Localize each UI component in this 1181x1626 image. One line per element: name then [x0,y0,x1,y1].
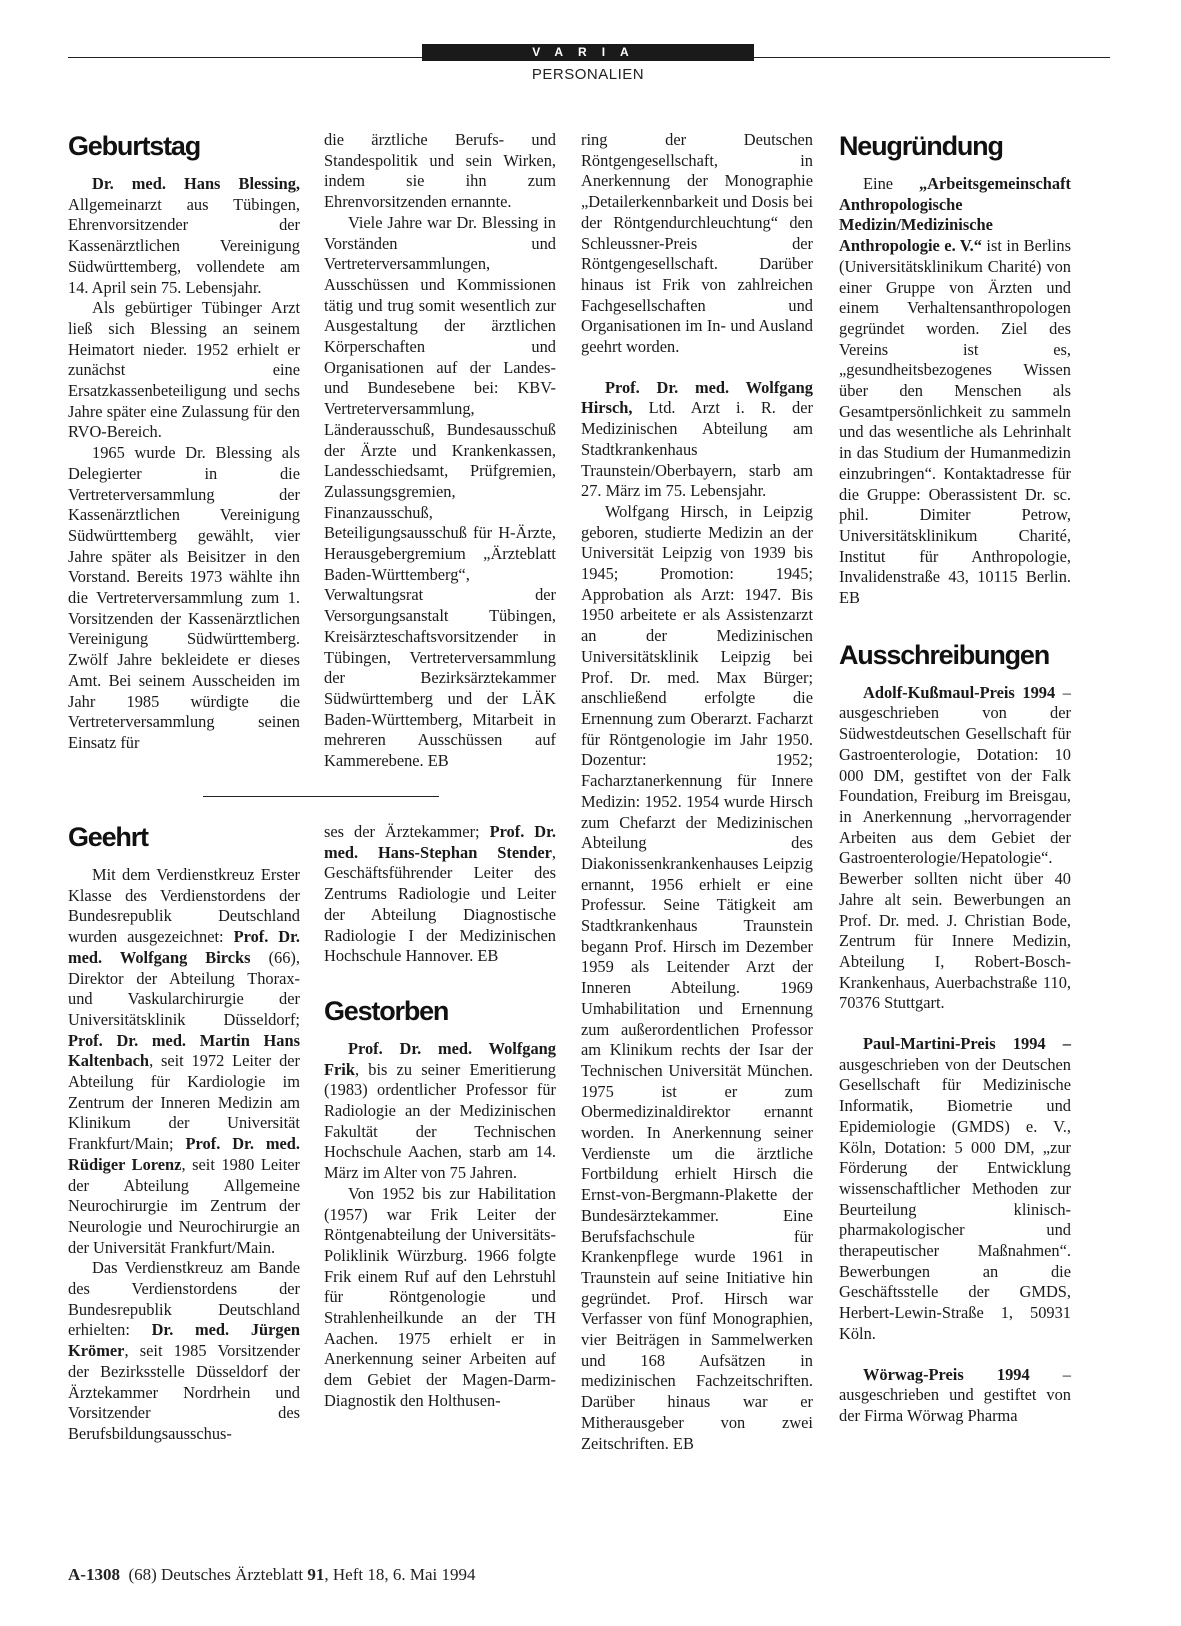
award-name: Adolf-Kußmaul-Preis 1994 [863,682,1056,702]
paragraph: die ärztliche Berufs- und Standespolitik und sein Wirken, indem sie ihn zum Ehrenvorsitzenden ernannte. [324,130,556,212]
paragraph: 1965 wurde Dr. Blessing als Delegierter in die Vertreterversammlung der Kassenärztlichen Vereinigung Südwürttemberg gewählt, vier Jahre später als Beisitzer in den Vorstand. Bereits 1973 wählte ihn die Vertreterversammlung zum 1. Vorsitzenden der Kassenärztlichen Vereinigung Südwürttemberg. Zwölf Jahre bekleidete er dieses Amt. Bei seinem Ausscheiden im Jahr 1985 würdigte die Vertreterversammlung seinen Einsatz für [68,443,300,752]
text-run: Das Verdienstkreuz am Bande des Verdienstordens der Bundesrepublik Deutschland erhielten: [68,1258,300,1340]
text-run: , bis zu seiner Emeritierung (1983) ordentlicher Professor für Radiologie an der Medizinischen Fakultät der Technischen Hochschule Aachen, starb am 14. März im Alter von 75 Jahren. [324,1059,556,1183]
text-run: ausgeschrieben von der Deutschen Gesellschaft für Medizinische Informatik, Biometrie und Epidemiologie (GMDS) e. V., Köln, Dotation: 5 000 DM, „zur Förderung der Entwicklung wissenschaftlicher Methoden zur Beurteilung klinisch-pharmakologischer und therapeutischer Maßnahmen“. Bewerbungen an die Geschäftsstelle der GMDS, Herbert-Lewin-Straße 1, 50931 Köln. [839,1054,1071,1343]
journal-date: , Heft 18, 6. Mai 1994 [324,1565,476,1584]
paragraph: ring der Deutschen Röntgengesellschaft, in Anerkennung der Monographie „Detailerkennbarkeit und Dosis bei der Röntgendurchleuchtung“ den Schleussner-Preis der Röntgengesellschaft. Darüber hinaus ist Frik von zahlreichen Fachgesellschaften und Organisationen im In- und Ausland geehrt worden. [581,130,813,357]
paragraph [68,865,300,1258]
journal-volume: 91 [307,1565,325,1584]
paragraph: Von 1952 bis zur Habilitation (1957) war Frik Leiter der Röntgenabteilung der Universitäts-Poliklinik Würzburg. 1966 folgte Frik einem Ruf auf den Lehrstuhl für Röntgenologie und Strahlenheilkunde an der TH Aachen. 1975 erhielt er in Anerkennung seiner Arbeiten auf dem Gebiet der Magen-Darm-Diagnostik den Holthusen- [324,1183,556,1410]
heading-ausschreibungen: Ausschreibungen [839,639,1050,670]
subsection-label: PERSONALIEN [531,66,645,83]
column-4 [839,130,1071,1427]
person-name: Dr. med. Hans Blessing, [92,174,300,193]
award-name: Paul-Martini-Preis 1994 – [863,1034,1071,1054]
column-3 [581,130,813,1454]
section-separator [203,796,439,797]
person-name: Prof. Dr. med. Rüdiger Lorenz [68,1134,300,1174]
column-2-bottom [324,822,556,1412]
person-name: Prof. Dr. med. Wolfgang Hirsch, [581,377,813,418]
text-run: , seit 1980 Leiter der Abteilung Allgemeine Neurochirurgie im Zentrum der Neurologie und Neurochirurgie an der Universität Frankfurt/Main. [68,1154,300,1257]
person-name: Dr. med. Jürgen Krömer [68,1320,300,1361]
paragraph [839,174,1071,609]
organisation-name: „Arbeitsgemeinschaft Anthropologische Medizin/Medizinische Anthropologie e. V.“ [839,174,1071,256]
text-run: , Geschäftsführender Leiter des Zentrums Radiologie und Leiter der Abteilung Diagnostische Radiologie I der Medizinischen Hochschule Hannover. EB [324,842,556,966]
text-run: Mit dem Verdienstkreuz Erster Klasse des Verdienstordens der Bundesrepublik Deutschland wurden ausgezeichnet: [68,865,300,947]
column-2-top [324,130,556,772]
text-run: Eine [863,174,919,193]
text-run: , seit 1985 Vorsitzender der Bezirksstelle Düsseldorf der Ärztekammer Nordrhein und Vorsitzender des Berufsbildungsausschus- [68,1341,300,1443]
text-run: , seit 1972 Leiter der Abteilung für Kardiologie im Zentrum der Inneren Medizin am Klinikum der Universität Frankfurt/Main; [68,1051,300,1154]
paragraph [324,1039,556,1184]
person-name: Prof. Dr. med. Wolfgang Bircks [68,927,300,967]
text-run: Ltd. Arzt i. R. der Medizinischen Abteilung am Stadtkrankenhaus Traunstein/Oberbayern, starb am 27. März im 75. Lebensjahr. [581,398,813,501]
paragraph: Wolfgang Hirsch, in Leipzig geboren, studierte Medizin an der Universität Leipzig von 1939 bis 1945; Promotion: 1945; Approbation als Arzt: 1947. Bis 1950 arbeitete er als Assistenzarzt an der Medizinischen Universitätsklinik Leipzig bei Prof. Dr. med. Max Bürger; anschließend erfolgte die Ernennung zum Oberarzt. Facharzt für Röntgenologie im Jahr 1950. Dozentur: 1952; Facharztanerkennung für Innere Medizin: 1952. 1954 wurde Hirsch zum Chefarzt der Medizinischen Abteilung des Diakonissenkrankenhauses Leipzig ernannt, 1956 erhielt er eine Professur. Seine Tätigkeit am Stadtkrankenhaus Traunstein begann Prof. Hirsch im Dezember 1959 als Leitender Arzt der Inneren Abteilung. 1969 Umhabilitation und Ernennung zum außerordentlichen Professor am Klinikum rechts der Isar der Technischen Universität München. 1975 ist er zum Obermedizinaldirektor ernannt worden. In Anerkennung seiner Verdienste um die ärztliche Fortbildung erhielt Hirsch die Ernst-von-Bergmann-Plakette der Bundesärztekammer. Eine Berufsfachschule für Krankenpflege wurde 1961 in Traunstein auf seine Initiative hin gegründet. Prof. Hirsch war Verfasser von fünf Monographien, vier Beiträgen in Sammelwerken und 168 Aufsätzen in medizinischen Fachzeitschriften. Darüber hinaus war er Mitherausgeber von zwei Zeitschriften. EB [581,501,813,1453]
page-footer [68,1565,475,1585]
person-name: Prof. Dr. med. Hans-Stephan Stender [324,822,556,862]
text-run: ses der Ärztekammer; [324,822,490,841]
paragraph: Viele Jahre war Dr. Blessing in Vorständen und Vertreterversammlungen, Ausschüssen und Kommissionen tätig und trug somit wesentlich zur Ausgestaltung der ärztlichen Körperschaften und Organisationen auf der Landes- und Bundesebene bei: KBV-Vertreterversammlung, Länderausschuß, Bundesausschuß der Ärzte und Krankenkassen, Landesschiedsamt, Prüfgremien, Zulassungsgremien, Finanzausschuß, Beteiligungsausschuß für H-Ärzte, Herausgebergremium „Ärzteblatt Baden-Württemberg“, Verwaltungsrat der Versorgungsanstalt Tübingen, Kreisärzteschaftsvorsitzender in Tübingen, Vertreterversammlung der Bezirksärztekammer Südwürttemberg und der LÄK Baden-Württemberg, Mitarbeit in mehreren Ausschüssen auf Kammerebene. EB [324,212,556,771]
paragraph [839,1365,1071,1427]
section-label: VARIA [422,44,754,61]
paragraph [324,822,556,967]
page-number: A-1308 [68,1565,120,1584]
paragraph [581,378,813,502]
heading-geburtstag: Geburtstag [68,131,201,161]
column-1-bottom [68,821,300,1445]
heading-geehrt: Geehrt [68,822,148,852]
text-run: – ausgeschrieben von der Südwestdeutschen Gesellschaft für Gastroenterologie, Dotation: 10 000 DM, gestiftet von der Falk Foundation, Freiburg im Breisgau, in Anerkennung „hervorragender Arbeiten aus dem Gebiet der Gastroenterologie/Hepatologie“. Bewerber sollten nicht über 40 Jahre alt sein. Bewerbungen an Prof. Dr. med. J. Christian Bode, Zentrum für Innere Medizin, Abteilung I, Robert-Bosch-Krankenhaus, Auerbachstraße 110, 70376 Stuttgart. [839,682,1072,1013]
paragraph [839,1034,1071,1345]
heading-gestorben: Gestorben [324,995,449,1026]
paragraph [68,1258,300,1444]
column-1-top [68,130,300,754]
text-run: – ausgeschrieben und gestiftet von der Firma Wörwag Pharma [839,1364,1072,1425]
journal-issue: (68) Deutsches Ärzteblatt [128,1565,308,1584]
text-run: ist in Berlins (Universitätsklinikum Charité) von einer Gruppe von Ärzten und einem Verhaltensanthropologen gegründet worden. Ziel des Vereins ist es, „gesundheitsbezogenes Wissen über den Menschen als Gesamtpersönlichkeit zu sammeln und das wesentliche als Lehrinhalt in das Studium der Humanmedizin einzubringen“. Kontaktadresse für die Gruppe: Oberassistent Dr. sc. phil. Dimiter Petrow, Universitätsklinikum Charité, Institut für Anthropologie, Invalidenstraße 43, 10115 Berlin. EB [839,236,1071,608]
text-run: (66), Direktor der Abteilung Thorax- und Vaskularchirurgie der Universitätsklinik Düsseldorf; [68,947,300,1029]
paragraph [839,683,1071,1014]
award-name: Wörwag-Preis 1994 [863,1364,1030,1384]
person-name: Prof. Dr. med. Martin Hans Kaltenbach [68,1030,300,1071]
paragraph: Als gebürtiger Tübinger Arzt ließ sich Blessing an seinem Heimatort nieder. 1952 erhielt er zunächst eine Ersatzkassenbeteiligung und sechs Jahre später eine Zulassung für den RVO-Bereich. [68,298,300,442]
text-run: Allgemeinarzt aus Tübingen, Ehrenvorsitzender der Kassenärztlichen Vereinigung Südwürttemberg, vollendete am 14. April sein 75. Lebensjahr. [68,194,300,297]
heading-neugruendung: Neugründung [839,131,1003,161]
person-name: Prof. Dr. med. Wolfgang Frik [324,1038,556,1079]
paragraph [68,174,300,298]
